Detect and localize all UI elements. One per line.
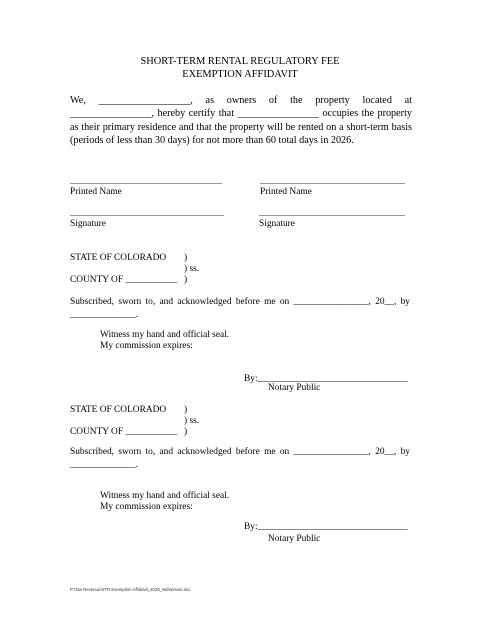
county-label: COUNTY OF ___________	[70, 427, 177, 437]
printed-name-line-left	[70, 183, 222, 184]
title-line-1: SHORT-TERM RENTAL REGULATORY FEE	[140, 56, 340, 67]
notary-public-label: Notary Public	[268, 383, 321, 393]
subscribed-by-blank: ______________.	[70, 310, 138, 320]
printed-name-line-right	[260, 183, 405, 184]
printed-name-label-left: Printed Name	[70, 187, 122, 197]
county-label: COUNTY OF ___________	[70, 275, 177, 285]
notary-signature-line: By:________________________________	[244, 522, 408, 532]
subscribed-by-blank: ______________.	[70, 460, 138, 470]
signature-label-right: Signature	[259, 219, 295, 229]
signature-label-left: Signature	[70, 219, 106, 229]
venue-paren: )	[184, 405, 188, 415]
signature-line-left	[70, 215, 224, 216]
certification-paragraph: We, __________________, as owners of the property located at ________________, hereby certify that ________________ occupies the property as their primary residence and that the property will be rented on a short-term basis (periods of less than 30 days) for not more than 60 total days in 2026.	[70, 95, 412, 147]
state-label: STATE OF COLORADO	[70, 253, 167, 263]
notary-public-label: Notary Public	[268, 534, 321, 544]
witness-line: Witness my hand and official seal.	[100, 330, 230, 340]
state-label: STATE OF COLORADO	[70, 405, 167, 415]
subscribed-line: Subscribed, sworn to, and acknowledged before me on ________________, 20__, by	[70, 297, 410, 307]
ss-label: ) ss.	[184, 416, 200, 426]
venue-paren: )	[184, 427, 188, 437]
ss-label: ) ss.	[184, 264, 200, 274]
commission-expires: My commission expires:	[100, 502, 193, 512]
venue-paren: )	[184, 253, 188, 263]
commission-expires: My commission expires:	[100, 341, 193, 351]
file-path-footer: P:\Tax Revenue\STR Exemption Affidavit_2025_Wdversion.doc	[70, 587, 191, 592]
printed-name-label-right: Printed Name	[260, 187, 312, 197]
subscribed-line: Subscribed, sworn to, and acknowledged before me on ________________, 20__, by	[70, 447, 410, 457]
title-line-2: EXEMPTION AFFIDAVIT	[182, 69, 298, 80]
notary-signature-line: By:________________________________	[244, 374, 408, 384]
witness-line: Witness my hand and official seal.	[100, 491, 230, 501]
signature-line-right	[259, 215, 405, 216]
venue-paren: )	[184, 275, 188, 285]
